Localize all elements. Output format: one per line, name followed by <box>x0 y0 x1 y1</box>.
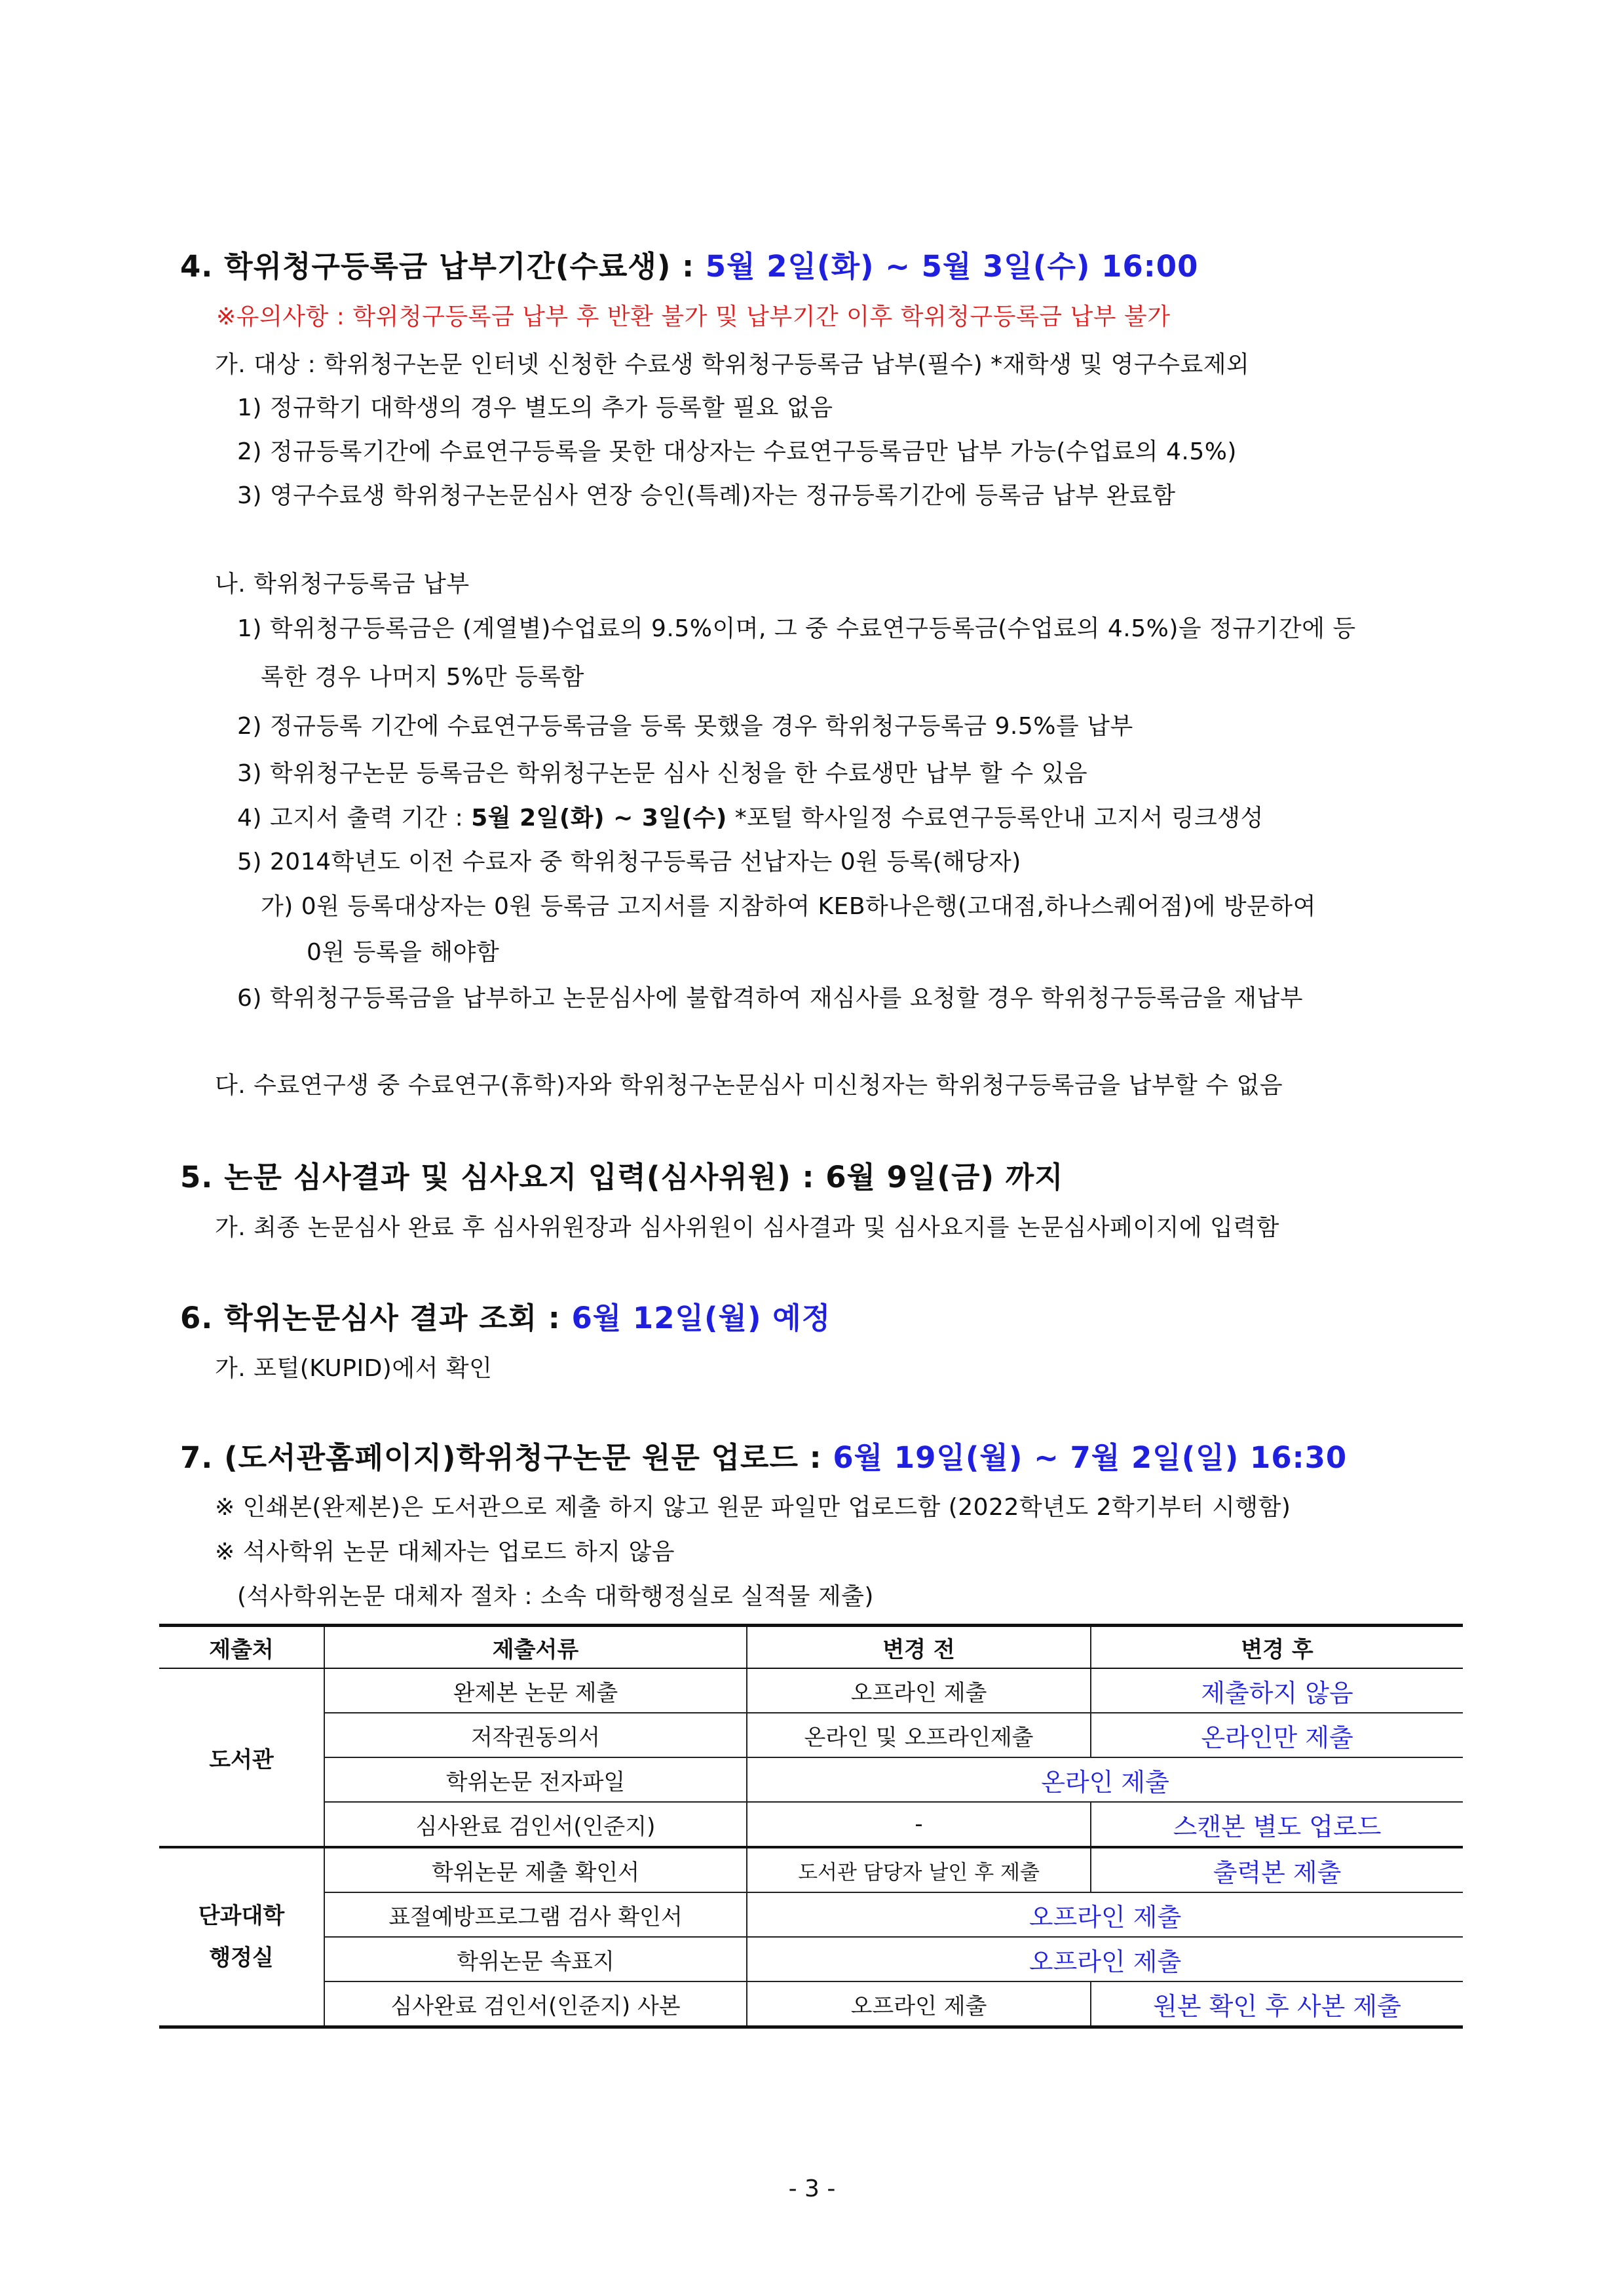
row-before: - <box>747 1802 1091 1847</box>
section-4-na-3: 3) 학위청구논문 등록금은 학위청구논문 심사 신청을 한 수료생만 납부 할 수 있음 <box>237 760 1088 787</box>
table-row <box>159 1892 1463 1937</box>
group-college-office-line-2: 행정실 <box>209 1945 274 1971</box>
section-7-heading <box>180 1434 1347 1476</box>
row-merged: 오프라인 제출 <box>747 1892 1463 1937</box>
row-doc: 학위논문 속표지 <box>324 1937 747 1981</box>
section-4-na-4-pre: 4) 고지서 출력 기간 : <box>237 805 472 832</box>
section-4-na-4-post: *포털 학사일정 수료연구등록안내 고지서 링크생성 <box>727 805 1264 832</box>
row-doc: 학위논문 제출 확인서 <box>324 1847 747 1892</box>
table-row <box>159 1713 1463 1757</box>
row-doc: 학위논문 전자파일 <box>324 1757 747 1802</box>
section-4-ga-item-2: 2) 정규등록기간에 수료연구등록을 못한 대상자는 수료연구등록금만 납부 가능(수업료의 4.5%) <box>237 438 1237 465</box>
row-doc: 표절예방프로그램 검사 확인서 <box>324 1892 747 1937</box>
section-7-note-3: (석사학위논문 대체자 절차 : 소속 대학행정실로 실적물 제출) <box>237 1583 874 1610</box>
section-4-na-2: 2) 정규등록 기간에 수료연구등록금을 등록 못했을 경우 학위청구등록금 9.5%를 납부 <box>237 713 1133 740</box>
table-header-row <box>159 1626 1463 1669</box>
section-4-na-5a: 가) 0원 등록대상자는 0원 등록금 고지서를 지참하여 KEB하나은행(고대점,하나스퀘어점)에 방문하여 <box>261 893 1316 920</box>
row-doc: 저작권동의서 <box>324 1713 747 1757</box>
section-4-period: 5월 2일(화) ~ 5월 3일(수) 16:00 <box>705 249 1199 284</box>
row-doc: 심사완료 검인서(인준지) 사본 <box>324 1981 747 2027</box>
section-6-ga: 가. 포털(KUPID)에서 확인 <box>215 1355 493 1382</box>
page-number: - 3 - <box>788 2175 836 2202</box>
row-after: 스캔본 별도 업로드 <box>1091 1802 1463 1847</box>
section-4-na-1a: 1) 학위청구등록금은 (계열별)수업료의 9.5%이며, 그 중 수료연구등록금(수업료의 4.5%)을 정규기간에 등 <box>237 615 1356 642</box>
section-4-na-5b: 0원 등록을 해야함 <box>307 939 500 966</box>
table-row <box>159 1757 1463 1802</box>
row-before: 도서관 담당자 날인 후 제출 <box>747 1847 1091 1892</box>
row-after: 온라인만 제출 <box>1091 1713 1463 1757</box>
header-before: 변경 전 <box>747 1626 1091 1669</box>
group-library: 도서관 <box>159 1668 324 1847</box>
section-4-heading <box>180 242 1198 285</box>
section-4-na-6: 6) 학위청구등록금을 납부하고 논문심사에 불합격하여 재심사를 요청할 경우 학위청구등록금을 재납부 <box>237 985 1304 1012</box>
table-row <box>159 1847 1463 1892</box>
section-4-na-5: 5) 2014학년도 이전 수료자 중 학위청구등록금 선납자는 0원 등록(해당자) <box>237 849 1021 875</box>
section-5-heading: 5. 논문 심사결과 및 심사요지 입력(심사위원) : 6월 9일(금) 까지 <box>180 1160 1064 1195</box>
section-4-notice: ※유의사항 : 학위청구등록금 납부 후 반환 불가 및 납부기간 이후 학위청구등록금 납부 불가 <box>216 303 1171 330</box>
header-document: 제출서류 <box>324 1626 747 1669</box>
table-row <box>159 1802 1463 1847</box>
section-6-title: 6. 학위논문심사 결과 조회 : <box>180 1301 572 1335</box>
row-doc: 심사완료 검인서(인준지) <box>324 1802 747 1847</box>
row-after: 제출하지 않음 <box>1091 1668 1463 1713</box>
section-4-ga-item-3: 3) 영구수료생 학위청구논문심사 연장 승인(특례)자는 정규등록기간에 등록금 납부 완료함 <box>237 482 1176 509</box>
section-7-period: 6월 19일(월) ~ 7월 2일(일) 16:30 <box>833 1440 1348 1475</box>
submission-table <box>159 1624 1463 2029</box>
section-5-ga: 가. 최종 논문심사 완료 후 심사위원장과 심사위원이 심사결과 및 심사요지를 논문심사페이지에 입력함 <box>215 1214 1279 1241</box>
row-after: 출력본 제출 <box>1091 1847 1463 1892</box>
section-4-na-4 <box>237 799 1264 833</box>
row-after: 원본 확인 후 사본 제출 <box>1091 1981 1463 2027</box>
group-college-office-line-1: 단과대학 <box>198 1903 285 1929</box>
section-7-note-1: ※ 인쇄본(완제본)은 도서관으로 제출 하지 않고 원문 파일만 업로드함 (2022학년도 2학기부터 시행함) <box>215 1494 1291 1521</box>
section-4-title: 4. 학위청구등록금 납부기간(수료생) : <box>180 249 706 284</box>
table-row <box>159 1668 1463 1713</box>
row-before: 온라인 및 오프라인제출 <box>747 1713 1091 1757</box>
section-7-title: 7. (도서관홈페이지)학위청구논문 원문 업로드 : <box>180 1440 833 1475</box>
section-4-na-4-bold: 5월 2일(화) ~ 3일(수) <box>471 805 727 832</box>
table-row <box>159 1981 1463 2027</box>
section-6-heading <box>180 1294 831 1337</box>
row-doc: 완제본 논문 제출 <box>324 1668 747 1713</box>
section-7-note-2: ※ 석사학위 논문 대체자는 업로드 하지 않음 <box>215 1539 675 1565</box>
header-submit-to: 제출처 <box>159 1626 324 1669</box>
section-4-da: 다. 수료연구생 중 수료연구(휴학)자와 학위청구논문심사 미신청자는 학위청구등록금을 납부할 수 없음 <box>215 1072 1283 1099</box>
table-row <box>159 1937 1463 1981</box>
row-merged: 오프라인 제출 <box>747 1937 1463 1981</box>
row-merged: 온라인 제출 <box>747 1757 1463 1802</box>
section-4-na: 나. 학위청구등록금 납부 <box>215 571 470 598</box>
section-4-na-1b: 록한 경우 나머지 5%만 등록함 <box>261 664 584 691</box>
group-college-office <box>159 1847 324 2027</box>
header-after: 변경 후 <box>1091 1626 1463 1669</box>
section-4-ga-item-1: 1) 정규학기 대학생의 경우 별도의 추가 등록할 필요 없음 <box>237 394 833 421</box>
row-before: 오프라인 제출 <box>747 1668 1091 1713</box>
row-before: 오프라인 제출 <box>747 1981 1091 2027</box>
section-6-date: 6월 12일(월) 예정 <box>571 1301 831 1335</box>
section-4-ga: 가. 대상 : 학위청구논문 인터넷 신청한 수료생 학위청구등록금 납부(필수) *재학생 및 영구수료제외 <box>215 351 1250 378</box>
